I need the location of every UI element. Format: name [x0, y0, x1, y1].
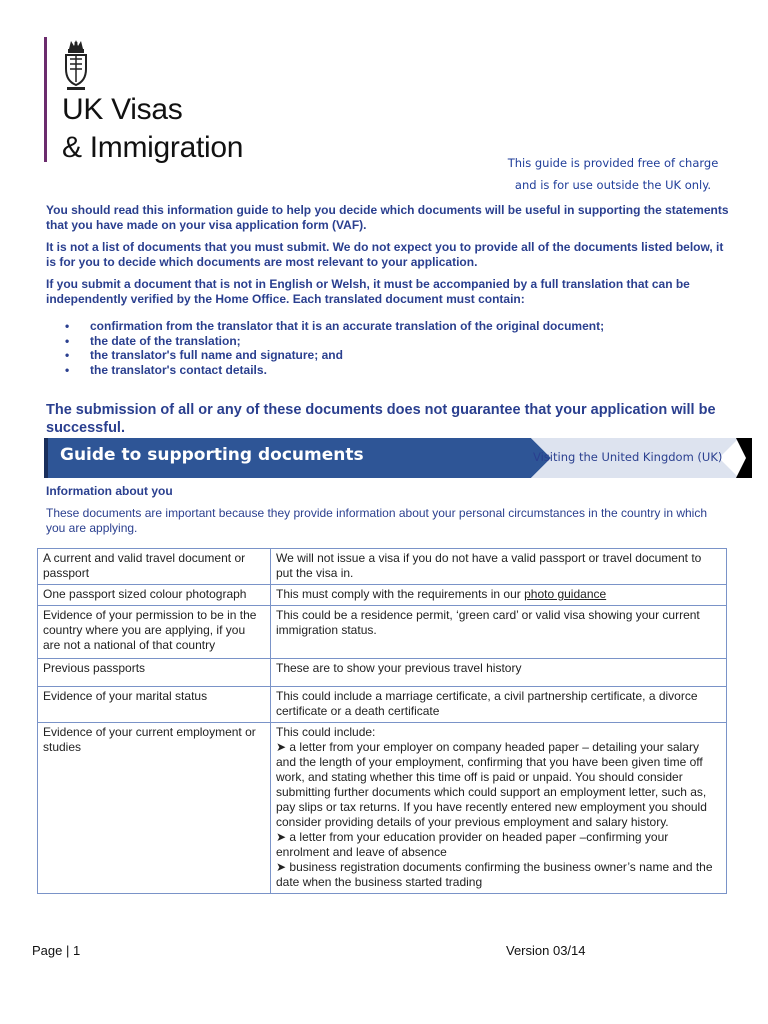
photo-guidance-link[interactable]: photo guidance: [524, 587, 607, 601]
list-item: • the translator's contact details.: [90, 363, 731, 378]
intro-paragraph-2: It is not a list of documents that you must submit. We do not expect you to provide all of the documents listed below, it is for you to decide which documents are most relevant to your application.: [46, 240, 724, 269]
table-row: [38, 659, 727, 687]
guide-banner: [44, 438, 752, 478]
document-cell: One passport sized colour photograph: [38, 585, 271, 606]
success-warning: The submission of all or any of these documents does not guarantee that your application will be successful.: [46, 402, 716, 436]
banner-title-bar: [44, 438, 531, 478]
logo-line-2: & Immigration: [62, 131, 244, 164]
translation-requirements-list: [46, 319, 731, 377]
description-cell: [271, 585, 727, 606]
royal-crest-icon: [61, 39, 91, 93]
document-cell: Evidence of your marital status: [38, 687, 271, 723]
description-item: ➤ business registration documents confirming the business owner’s name and the date when the business started trading: [276, 860, 713, 889]
table-row: [38, 687, 727, 723]
description-cell: This could be a residence permit, ‘green card’ or valid visa showing your current immigration status.: [271, 606, 727, 659]
document-cell: Evidence of your permission to be in the country where you are applying, if you are not a national of that country: [38, 606, 271, 659]
logo-purple-bar: [44, 37, 47, 162]
section-heading: Information about you: [46, 484, 173, 498]
description-cell: [271, 723, 727, 894]
intro-paragraph-1: You should read this information guide to help you decide which documents will be useful in supporting the statements that you have made on your visa application form (VAF).: [46, 203, 729, 232]
description-cell: These are to show your previous travel history: [271, 659, 727, 687]
section-description: These documents are important because they provide information about your personal circumstances in the country in which you are applying.: [46, 506, 708, 535]
logo-line-1: UK Visas: [62, 93, 183, 126]
documents-table: [37, 548, 727, 894]
intro-section: [46, 203, 731, 377]
table-row: [38, 585, 727, 606]
table-row: [38, 549, 727, 585]
description-text: This must comply with the requirements in our: [276, 587, 525, 601]
description-item: ➤ a letter from your employer on company headed paper – detailing your salary and the length of your employment, confirming that you have been given time off work, and stating whether this time off is paid or unpaid. You should consider submitting further documents which could support an employment letter, such as, pay slips or tax returns. If you have recently entered new employment you should consider providing details of your previous employment and salary history.: [276, 740, 707, 829]
list-item: • confirmation from the translator that it is an accurate translation of the original document;: [90, 319, 731, 334]
document-cell: A current and valid travel document or passport: [38, 549, 271, 585]
banner-title: Guide to supporting documents: [60, 445, 364, 465]
description-intro: This could include:: [276, 725, 376, 739]
document-cell: Evidence of your current employment or studies: [38, 723, 271, 894]
description-cell: This could include a marriage certificate, a civil partnership certificate, a divorce certificate or a death certificate: [271, 687, 727, 723]
free-note-line-1: This guide is provided free of charge: [507, 156, 719, 170]
page-number: Page | 1: [32, 943, 81, 958]
free-guide-note: [497, 152, 729, 196]
free-note-line-2: and is for use outside the UK only.: [514, 178, 712, 192]
table-row: [38, 723, 727, 894]
table-row: [38, 606, 727, 659]
list-item: • the translator's full name and signature; and: [90, 348, 731, 363]
description-cell: We will not issue a visa if you do not have a valid passport or travel document to put the visa in.: [271, 549, 727, 585]
document-cell: Previous passports: [38, 659, 271, 687]
banner-subtitle: Visiting the United Kingdom (UK): [533, 450, 723, 464]
document-version: Version 03/14: [506, 943, 586, 958]
list-item: • the date of the translation;: [90, 334, 731, 349]
ukvi-logo: [44, 37, 274, 167]
intro-paragraph-3: If you submit a document that is not in English or Welsh, it must be accompanied by a full translation that can be independently verified by the Home Office. Each translated document must contain:: [46, 277, 690, 306]
description-item: ➤ a letter from your education provider on headed paper –confirming your enrolment and leave of absence: [276, 830, 669, 859]
